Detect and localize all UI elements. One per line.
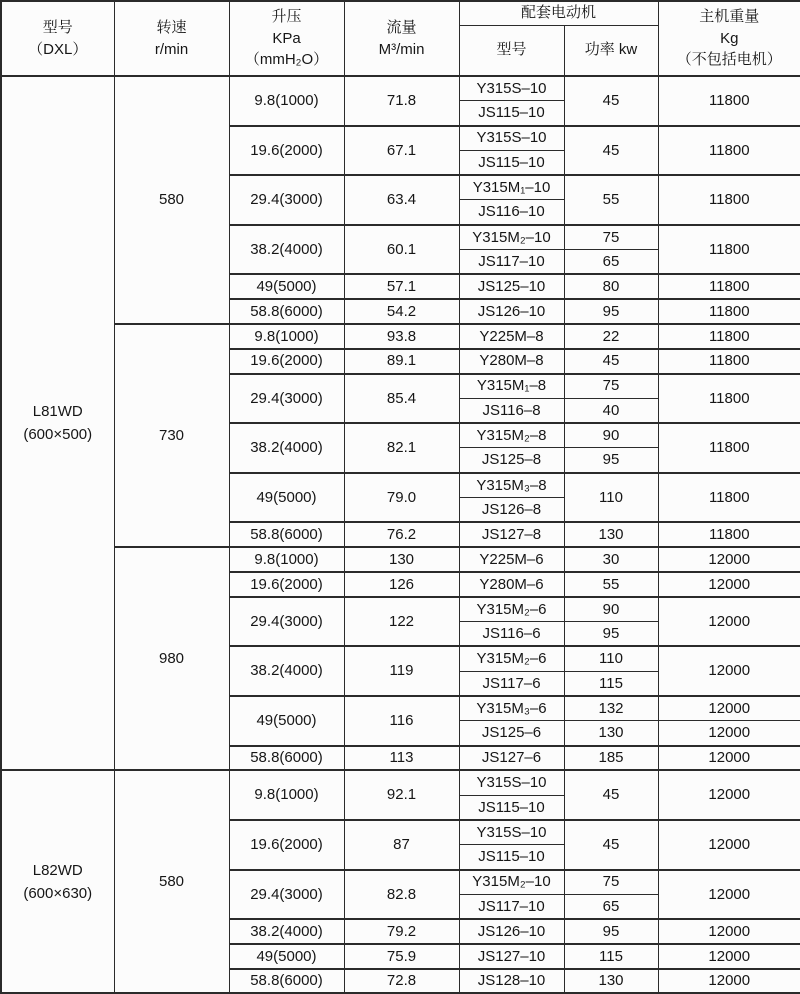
motor-power-cell: 185 [564,746,658,771]
header-model-line2: （DXL） [28,40,88,58]
flow-cell: 126 [344,572,459,597]
motor-model-cell: JS127–6 [459,746,564,771]
motor-model-cell: Y315M₃–6 [459,696,564,721]
motor-power-cell: 55 [564,572,658,597]
flow-cell: 113 [344,746,459,771]
motor-model-cell: JS115–10 [459,150,564,175]
pressure-cell: 29.4(3000) [229,175,344,225]
motor-model-cell: Y315M₁–8 [459,374,564,399]
flow-cell: 60.1 [344,225,459,275]
table-row [1,547,800,572]
model-size: (600×630) [23,884,93,902]
weight-cell: 12000 [658,597,800,647]
pressure-cell: 19.6(2000) [229,126,344,176]
motor-model-cell: Y315S–10 [459,126,564,151]
pressure-cell: 29.4(3000) [229,870,344,920]
motor-power-cell: 110 [564,646,658,671]
weight-cell: 11800 [658,522,800,547]
motor-power-cell: 45 [564,126,658,176]
pressure-cell: 58.8(6000) [229,746,344,771]
weight-cell: 11800 [658,473,800,523]
flow-cell: 92.1 [344,770,459,820]
motor-model-cell: Y315M₂–6 [459,597,564,622]
pressure-cell: 58.8(6000) [229,522,344,547]
header-weight-line1: 主机重量 [699,7,760,25]
motor-power-cell: 22 [564,324,658,349]
weight-cell: 11800 [658,76,800,126]
weight-cell: 12000 [658,572,800,597]
motor-model-cell: Y315M₁–10 [459,175,564,200]
motor-power-cell: 95 [564,299,658,324]
flow-cell: 71.8 [344,76,459,126]
motor-power-cell: 90 [564,423,658,448]
flow-cell: 63.4 [344,175,459,225]
flow-cell: 79.2 [344,919,459,944]
motor-model-cell: JS116–10 [459,200,564,225]
motor-model-cell: Y315M₂–10 [459,870,564,895]
model-size: (600×500) [23,426,93,444]
motor-power-cell: 132 [564,696,658,721]
flow-cell: 122 [344,597,459,647]
speed-cell: 580 [114,770,229,993]
pressure-cell: 49(5000) [229,473,344,523]
flow-cell: 93.8 [344,324,459,349]
motor-power-cell: 55 [564,175,658,225]
motor-power-cell: 130 [564,969,658,994]
motor-power-cell: 95 [564,622,658,647]
header-weight-line3: （不包括电机） [676,51,782,69]
weight-cell: 12000 [658,696,800,721]
motor-power-cell: 75 [564,870,658,895]
weight-cell: 12000 [658,746,800,771]
pressure-cell: 9.8(1000) [229,770,344,820]
header-motor-group: 配套电动机 [459,1,658,25]
header-row-1 [1,1,800,25]
motor-power-cell: 40 [564,398,658,423]
flow-cell: 72.8 [344,969,459,994]
header-flow [344,1,459,76]
motor-model-cell: JS125–6 [459,721,564,746]
pressure-cell: 38.2(4000) [229,423,344,473]
motor-model-cell: Y225M–6 [459,547,564,572]
header-weight-line2: Kg [720,29,739,47]
weight-cell: 12000 [658,870,800,920]
motor-power-cell: 110 [564,473,658,523]
header-motor-model: 型号 [459,25,564,76]
weight-cell: 12000 [658,770,800,820]
motor-model-cell: Y315S–10 [459,76,564,101]
header-pressure-line1: 升压 [271,7,302,25]
weight-cell: 12000 [658,944,800,969]
motor-model-cell: JS126–10 [459,919,564,944]
weight-cell: 12000 [658,547,800,572]
motor-model-cell: JS115–10 [459,845,564,870]
pressure-cell: 38.2(4000) [229,919,344,944]
motor-power-cell: 95 [564,448,658,473]
motor-model-cell: Y315S–10 [459,770,564,795]
motor-model-cell: Y315M₃–8 [459,473,564,498]
pressure-cell: 58.8(6000) [229,969,344,994]
weight-cell: 11800 [658,299,800,324]
flow-cell: 87 [344,820,459,870]
motor-model-cell: Y315S–10 [459,820,564,845]
pressure-cell: 49(5000) [229,944,344,969]
motor-power-cell: 130 [564,721,658,746]
motor-power-cell: 45 [564,820,658,870]
flow-cell: 75.9 [344,944,459,969]
pressure-cell: 29.4(3000) [229,597,344,647]
model-cell [1,770,114,993]
motor-model-cell: JS116–6 [459,622,564,647]
pressure-cell: 38.2(4000) [229,646,344,696]
speed-cell: 730 [114,324,229,547]
motor-model-cell: JS127–10 [459,944,564,969]
model-cell [1,76,114,770]
weight-cell: 12000 [658,820,800,870]
table-header [1,1,800,76]
flow-cell: 85.4 [344,374,459,424]
header-flow-line2: M³/min [378,40,425,58]
pressure-cell: 29.4(3000) [229,374,344,424]
motor-model-cell: JS116–8 [459,398,564,423]
motor-model-cell: JS126–8 [459,498,564,523]
motor-model-cell: Y225M–8 [459,324,564,349]
table-row [1,770,800,795]
weight-cell: 11800 [658,225,800,275]
motor-model-cell: JS126–10 [459,299,564,324]
pressure-cell: 49(5000) [229,274,344,299]
model-name: L81WD [32,402,83,420]
flow-cell: 67.1 [344,126,459,176]
weight-cell: 11800 [658,175,800,225]
header-model-line1: 型号 [42,18,73,36]
flow-cell: 89.1 [344,349,459,374]
weight-cell: 11800 [658,274,800,299]
motor-model-cell: Y315M₂–10 [459,225,564,250]
motor-model-cell: Y280M–8 [459,349,564,374]
motor-power-cell: 115 [564,944,658,969]
motor-power-cell: 65 [564,250,658,275]
motor-power-cell: 80 [564,274,658,299]
motor-model-cell: JS125–10 [459,274,564,299]
header-model [1,1,114,76]
flow-cell: 82.1 [344,423,459,473]
motor-power-cell: 130 [564,522,658,547]
motor-power-cell: 45 [564,76,658,126]
pressure-cell: 19.6(2000) [229,349,344,374]
pressure-cell: 9.8(1000) [229,76,344,126]
weight-cell: 12000 [658,919,800,944]
motor-model-cell: Y315M₂–6 [459,646,564,671]
motor-power-cell: 75 [564,225,658,250]
motor-model-cell: JS117–10 [459,894,564,919]
motor-power-cell: 90 [564,597,658,622]
pressure-cell: 9.8(1000) [229,324,344,349]
weight-cell: 11800 [658,423,800,473]
header-speed [114,1,229,76]
pressure-cell: 49(5000) [229,696,344,746]
header-pressure [229,1,344,76]
motor-model-cell: Y280M–6 [459,572,564,597]
flow-cell: 79.0 [344,473,459,523]
weight-cell: 12000 [658,721,800,746]
motor-power-cell: 95 [564,919,658,944]
flow-cell: 57.1 [344,274,459,299]
flow-cell: 119 [344,646,459,696]
weight-cell: 12000 [658,969,800,994]
weight-cell: 11800 [658,324,800,349]
pressure-cell: 9.8(1000) [229,547,344,572]
pressure-cell: 19.6(2000) [229,572,344,597]
pressure-cell: 58.8(6000) [229,299,344,324]
pressure-cell: 38.2(4000) [229,225,344,275]
table-body [1,76,800,993]
weight-cell: 11800 [658,126,800,176]
weight-cell: 11800 [658,374,800,424]
flow-cell: 54.2 [344,299,459,324]
weight-cell: 12000 [658,646,800,696]
header-pressure-line3: （mmH₂O） [244,51,329,69]
flow-cell: 82.8 [344,870,459,920]
motor-model-cell: JS125–8 [459,448,564,473]
model-name: L82WD [32,861,83,879]
weight-cell: 11800 [658,349,800,374]
speed-cell: 580 [114,76,229,324]
motor-power-cell: 45 [564,770,658,820]
flow-cell: 76.2 [344,522,459,547]
table-row [1,324,800,349]
motor-power-cell: 115 [564,671,658,696]
motor-model-cell: JS128–10 [459,969,564,994]
motor-power-cell: 45 [564,349,658,374]
header-speed-line1: 转速 [156,18,187,36]
motor-model-cell: Y315M₂–8 [459,423,564,448]
table-row [1,76,800,101]
motor-power-cell: 30 [564,547,658,572]
header-flow-line1: 流量 [386,18,417,36]
header-weight [658,1,800,76]
flow-cell: 116 [344,696,459,746]
motor-model-cell: JS115–10 [459,795,564,820]
motor-model-cell: JS115–10 [459,101,564,126]
header-motor-power: 功率 kw [564,25,658,76]
motor-model-cell: JS117–6 [459,671,564,696]
pressure-cell: 19.6(2000) [229,820,344,870]
motor-power-cell: 65 [564,894,658,919]
header-pressure-line2: KPa [272,29,301,47]
flow-cell: 130 [344,547,459,572]
motor-model-cell: JS127–8 [459,522,564,547]
speed-cell: 980 [114,547,229,770]
motor-power-cell: 75 [564,374,658,399]
motor-model-cell: JS117–10 [459,250,564,275]
header-speed-line2: r/min [154,40,189,58]
